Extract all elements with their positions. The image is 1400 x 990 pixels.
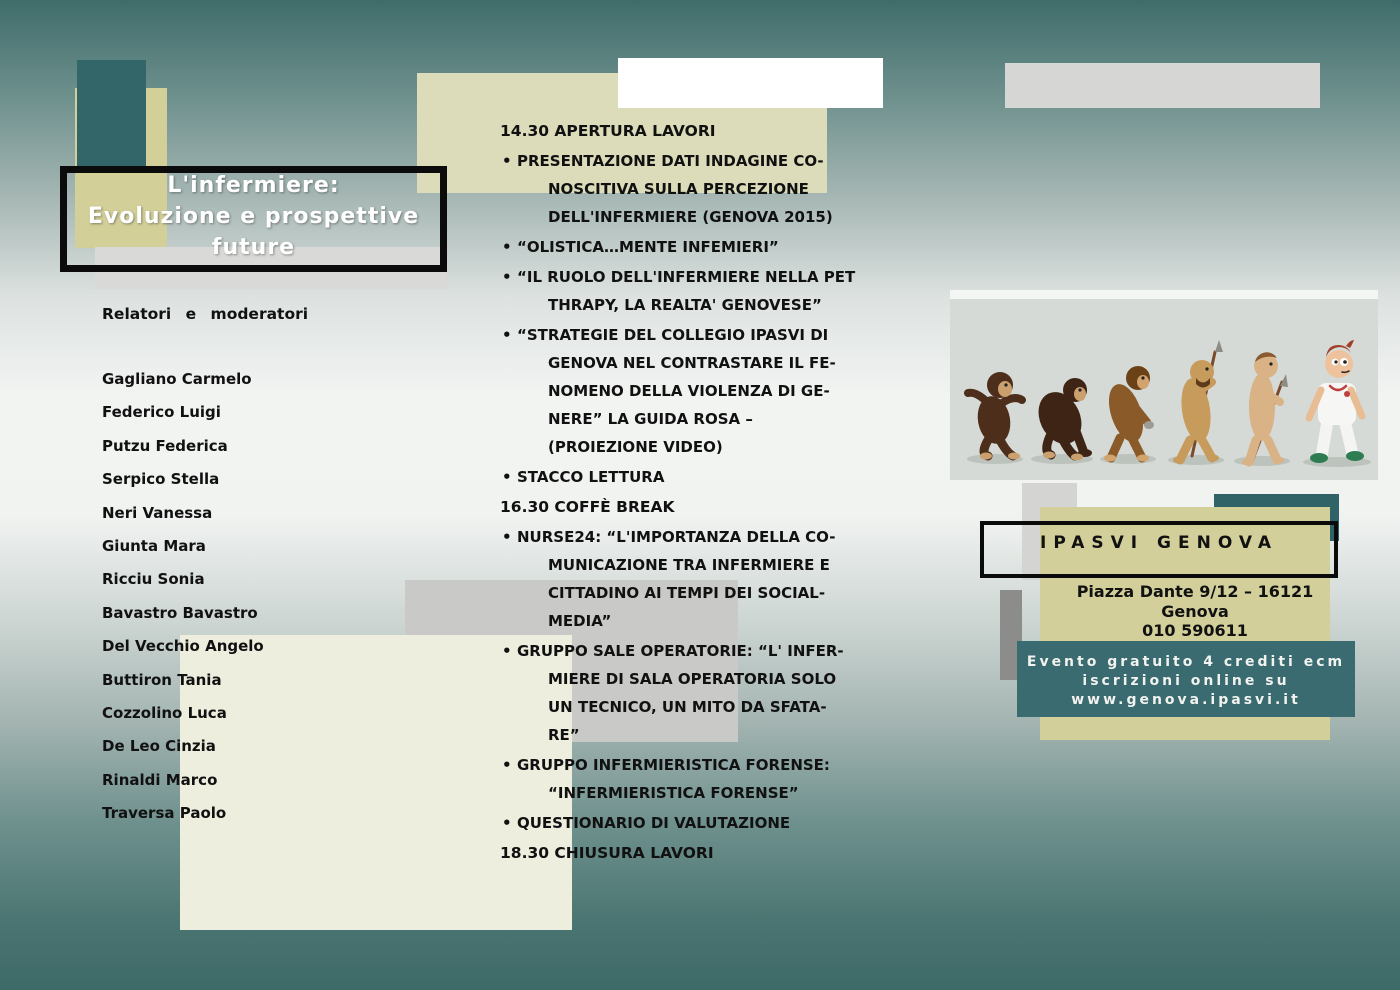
teal-rect-left xyxy=(77,60,146,167)
speaker-name: Cozzolino Luca xyxy=(102,703,227,722)
address-phone: 010 590611 xyxy=(1142,621,1248,640)
program-time: 16.30 COFFÈ BREAK xyxy=(500,498,675,516)
speakers-heading: Relatori e moderatori xyxy=(102,305,309,323)
address-city: Genova xyxy=(1161,601,1229,621)
speaker-name: Traversa Paolo xyxy=(102,804,227,823)
program-item-cont: MUNICAZIONE TRA INFERMIERE E xyxy=(548,556,830,574)
program-item: • GRUPPO INFERMIERISTICA FORENSE: xyxy=(500,752,890,779)
speaker-name: Serpico Stella xyxy=(102,470,220,489)
program-item: • STACCO LETTURA xyxy=(500,464,890,491)
program-time: 18.30 CHIUSURA LAVORI xyxy=(500,844,714,862)
speaker-name: Bavastro Bavastro xyxy=(102,603,258,622)
title-line-2: Evoluzione e prospettive xyxy=(87,204,420,229)
program-item: • “IL RUOLO DELL'INFERMIERE NELLA PET xyxy=(500,264,890,291)
speaker-name: Giunta Mara xyxy=(102,536,206,555)
evolution-illustration xyxy=(950,290,1378,480)
program-item-cont: RE” xyxy=(548,726,580,744)
speaker-name: Federico Luigi xyxy=(102,403,221,422)
event-info-registration: iscrizioni online su xyxy=(1082,673,1290,689)
event-info xyxy=(1017,653,1355,710)
program-item: • “OLISTICA…MENTE INFEMIERI” xyxy=(500,234,890,261)
program-item-cont: (PROIEZIONE VIDEO) xyxy=(548,438,723,456)
evolution-image xyxy=(950,290,1378,480)
program-item-cont: MEDIA” xyxy=(548,612,612,630)
org-title: IPASVI GENOVA xyxy=(1040,533,1278,553)
program-item-cont: UN TECNICO, UN MITO DA SFATA- xyxy=(548,698,827,716)
org-address xyxy=(1055,582,1335,641)
speaker-name: Rinaldi Marco xyxy=(102,770,218,789)
program-item-cont: DELL'INFERMIERE (GENOVA 2015) xyxy=(548,208,833,226)
program-item-cont: NERE” LA GUIDA ROSA – xyxy=(548,410,753,428)
program-item: • PRESENTAZIONE DATI INDAGINE CO- xyxy=(500,148,890,175)
program-item: • “STRATEGIE DEL COLLEGIO IPASVI DI xyxy=(500,322,890,349)
white-box xyxy=(618,58,883,108)
speaker-name: Buttiron Tania xyxy=(102,670,222,689)
program-item-cont: GENOVA NEL CONTRASTARE IL FE- xyxy=(548,354,836,372)
program-schedule xyxy=(500,118,890,867)
speaker-name: De Leo Cinzia xyxy=(102,737,216,756)
title-line-3: future xyxy=(211,235,296,260)
program-item-cont: THRAPY, LA REALTA' GENOVESE” xyxy=(548,296,822,314)
program-item-cont: MIERE DI SALA OPERATORIA SOLO xyxy=(548,670,837,688)
speaker-name: Ricciu Sonia xyxy=(102,570,205,589)
page-title xyxy=(70,170,437,263)
program-item: • NURSE24: “L'IMPORTANZA DELLA CO- xyxy=(500,524,890,551)
program-item-cont: “INFERMIERISTICA FORENSE” xyxy=(548,784,799,802)
event-info-credits: Evento gratuito 4 crediti ecm xyxy=(1026,654,1346,670)
speaker-name: Neri Vanessa xyxy=(102,503,213,522)
speakers-list xyxy=(102,371,264,838)
speaker-name: Gagliano Carmelo xyxy=(102,370,252,388)
program-item-cont: NOMENO DELLA VIOLENZA DI GE- xyxy=(548,382,830,400)
program-item: • QUESTIONARIO DI VALUTAZIONE xyxy=(500,810,890,837)
program-item-cont: NOSCITIVA SULLA PERCEZIONE xyxy=(548,180,809,198)
gray-rect-top-right xyxy=(1005,63,1320,108)
speaker-name: Putzu Federica xyxy=(102,436,228,455)
title-line-1: L'infermiere: xyxy=(167,173,340,198)
program-item-cont: CITTADINO AI TEMPI DEI SOCIAL- xyxy=(548,584,826,602)
program-time: 14.30 APERTURA LAVORI xyxy=(500,122,716,140)
event-info-url: www.genova.ipasvi.it xyxy=(1071,692,1301,708)
program-item: • GRUPPO SALE OPERATORIE: “L' INFER- xyxy=(500,638,890,665)
speaker-name: Del Vecchio Angelo xyxy=(102,637,264,656)
address-street: Piazza Dante 9/12 – 16121 xyxy=(1076,582,1314,601)
